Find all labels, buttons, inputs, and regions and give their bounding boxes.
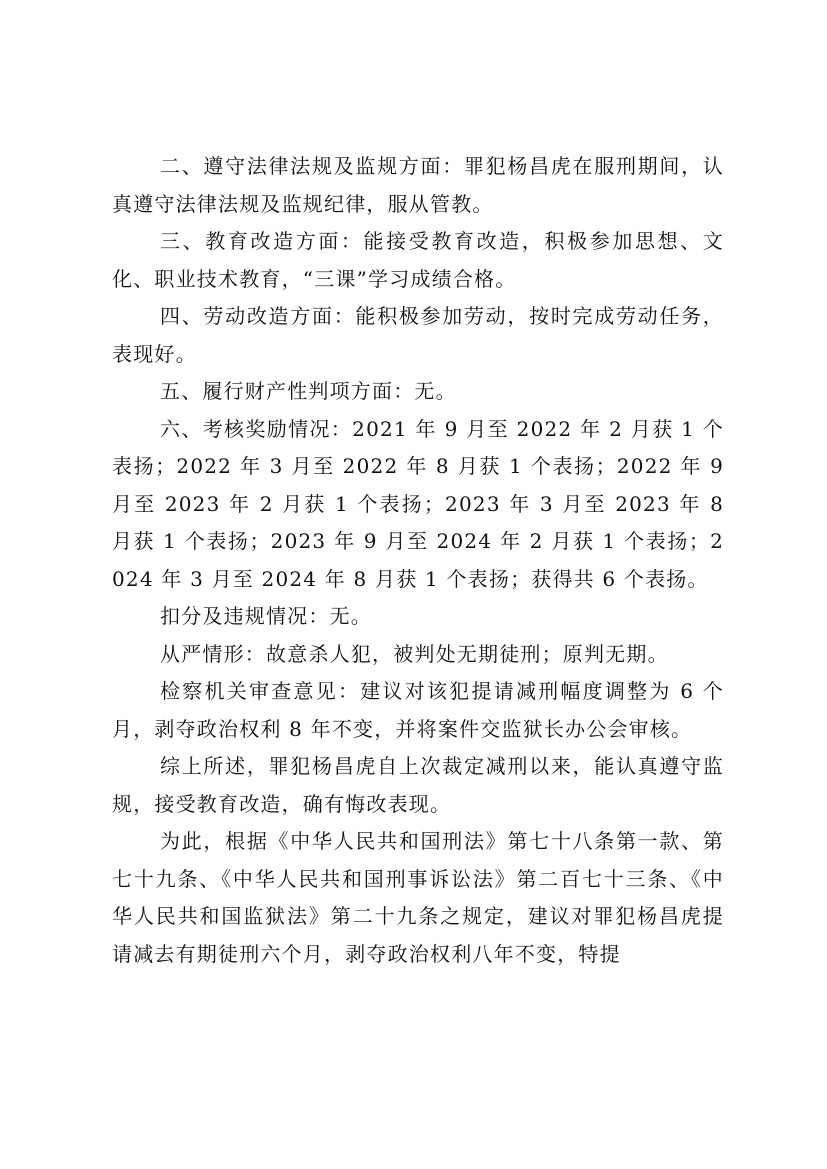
- paragraph-compliance: 二、遵守法律法规及监规方面：罪犯杨昌虎在服刑期间，认真遵守法律法规及监规纪律，服从管教。: [112, 154, 724, 216]
- paragraph-labor: 四、劳动改造方面：能积极参加劳动，按时完成劳动任务，表现好。: [112, 304, 724, 366]
- paragraph-rewards: 六、考核奖励情况：2021 年 9 月至 2022 年 2 月获 1 个表扬；2022 年 3 月至 2022 年 8 月获 1 个表扬；2022 年 9 月至 2023 年 2 月获 1 个表扬；2023 年 3 月至 2023 年 8 月获 1 个表扬；2023 年 9 月至 2024 年 2 月获 1 个表扬；2024 年 3 月至 2024 年 8 月获 1 个表扬；获得共 6 个表扬。: [112, 416, 724, 591]
- paragraph-strict-circumstances: 从严情形：故意杀人犯，被判处无期徒刑；原判无期。: [160, 641, 669, 666]
- paragraph-property: 五、履行财产性判项方面：无。: [160, 379, 457, 403]
- paragraph-deductions: 扣分及违规情况：无。: [160, 604, 372, 628]
- paragraph-education: 三、教育改造方面：能接受教育改造，积极参加思想、文化、职业技术教育，“三课”学习成绩合格。: [112, 229, 724, 291]
- paragraph-legal-basis: 为此，根据《中华人民共和国刑法》第七十八条第一款、第七十九条、《中华人民共和国刑事诉讼法》第二百七十三条、《中华人民共和国监狱法》第二十九条之规定，建议对罪犯杨昌虎提请减去有期徒刑六个月，剥夺政治权利八年不变，特提: [112, 829, 724, 966]
- paragraph-procuratorate-opinion: 检察机关审查意见：建议对该犯提请减刑幅度调整为 6 个月，剥夺政治权利 8 年不变，并将案件交监狱长办公会审核。: [112, 679, 724, 741]
- document-body: [112, 148, 724, 973]
- paragraph-summary: 综上所述，罪犯杨昌虎自上次裁定减刑以来，能认真遵守监规，接受教育改造，确有悔改表现。: [112, 754, 724, 816]
